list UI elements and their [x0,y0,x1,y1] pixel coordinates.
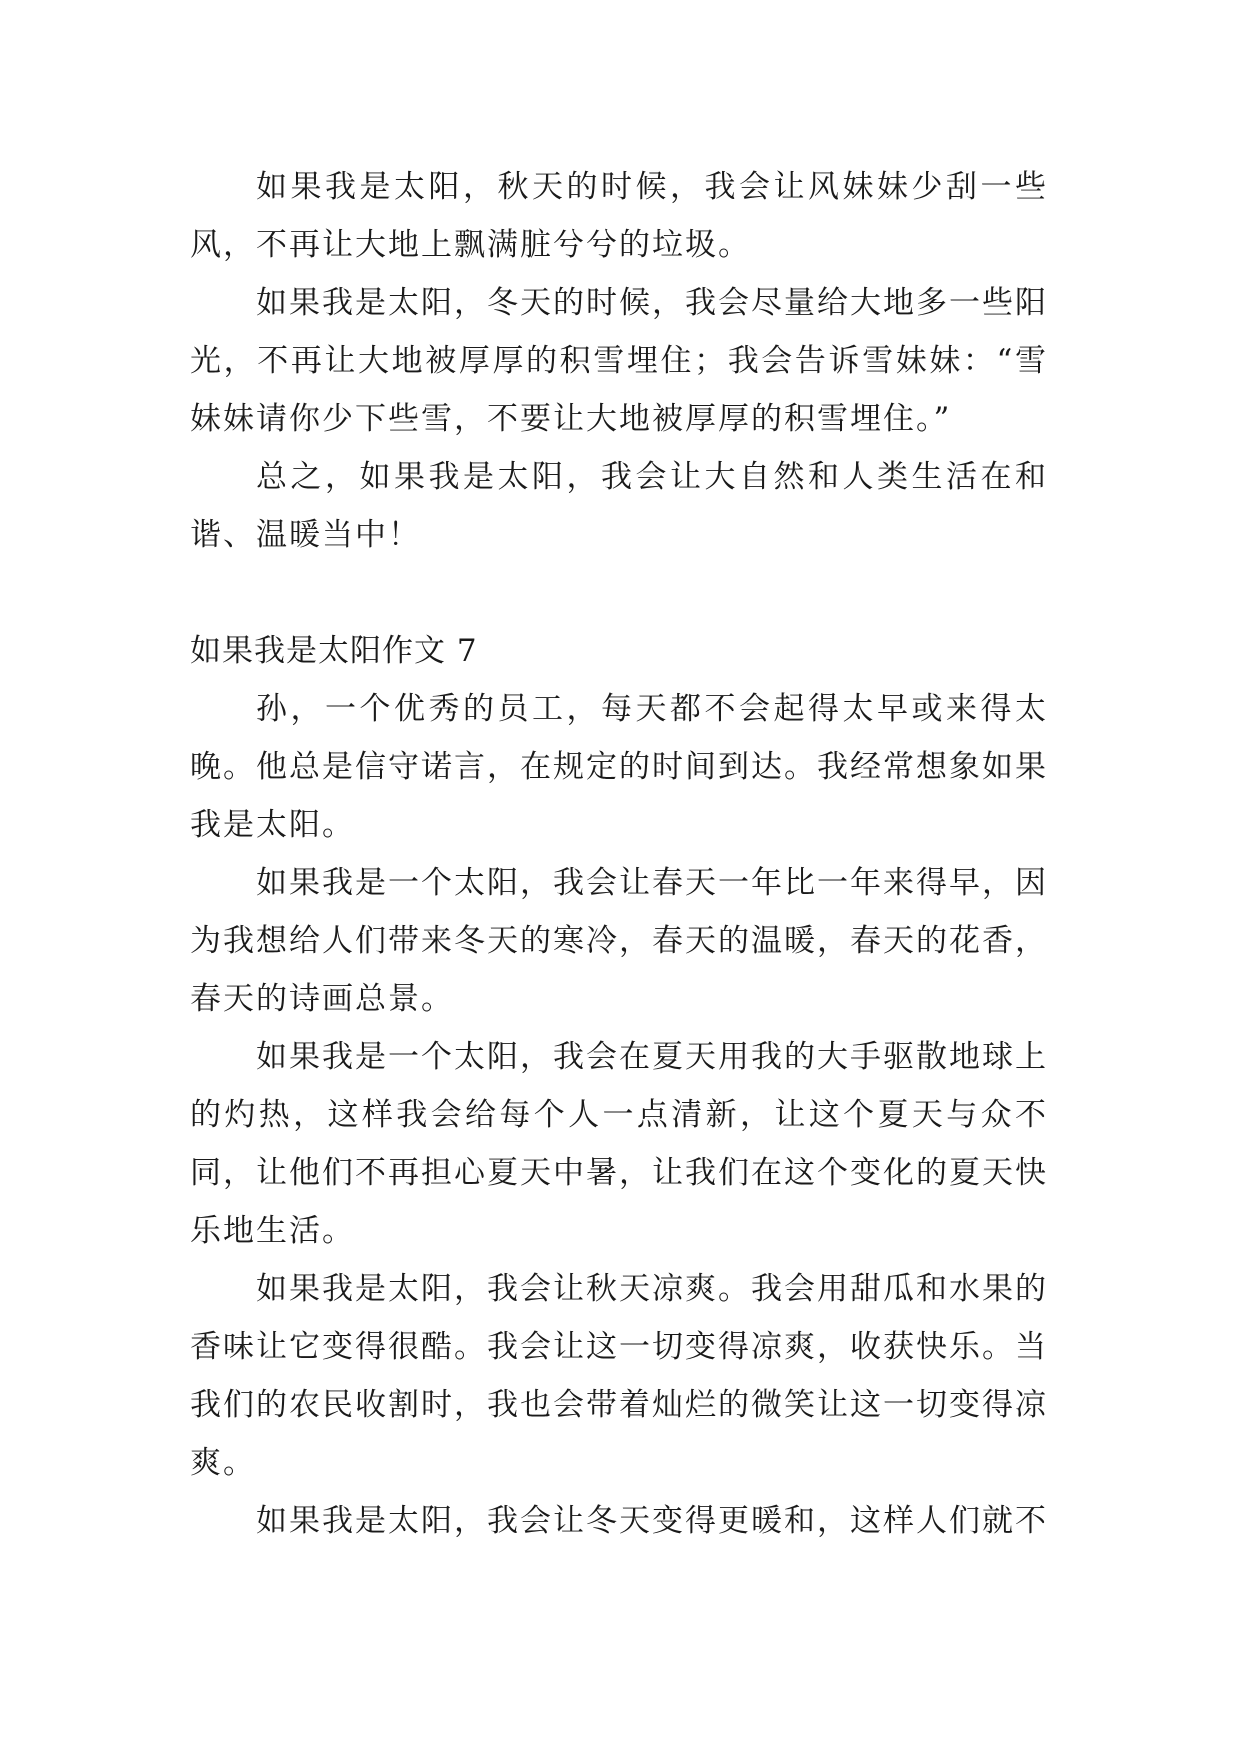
paragraph-intro: 孙，一个优秀的员工，每天都不会起得太早或来得太晚。他总是信守诺言，在规定的时间到达。我经常想象如果我是太阳。 [190,691,1048,843]
paragraph-winter-2: 如果我是太阳，我会让冬天变得更暖和，这样人们就不 [256,1503,1048,1539]
paragraph-autumn-2: 如果我是太阳，我会让秋天凉爽。我会用甜瓜和水果的香味让它变得很酷。我会让这一切变得凉爽，收获快乐。当我们的农民收割时，我也会带着灿烂的微笑让这一切变得凉爽。 [190,1271,1048,1481]
paragraph-conclusion: 总之，如果我是太阳，我会让大自然和人类生活在和谐、温暖当中！ [190,459,1048,553]
section-title: 如果我是太阳作文 7 [190,633,478,669]
paragraph-summer: 如果我是一个太阳，我会在夏天用我的大手驱散地球上的灼热，这样我会给每个人一点清新，让这个夏天与众不同，让他们不再担心夏天中暑，让我们在这个变化的夏天快乐地生活。 [190,1039,1048,1249]
paragraph-spring: 如果我是一个太阳，我会让春天一年比一年来得早，因为我想给人们带来冬天的寒冷，春天的温暖，春天的花香，春天的诗画总景。 [190,865,1048,1017]
document-body [190,158,1048,1550]
paragraph-autumn: 如果我是太阳，秋天的时候，我会让风妹妹少刮一些风，不再让大地上飘满脏兮兮的垃圾。 [190,169,1048,263]
paragraph-winter: 如果我是太阳，冬天的时候，我会尽量给大地多一些阳光，不再让大地被厚厚的积雪埋住；我会告诉雪妹妹：“雪妹妹请你少下些雪，不要让大地被厚厚的积雪埋住。” [190,285,1048,437]
